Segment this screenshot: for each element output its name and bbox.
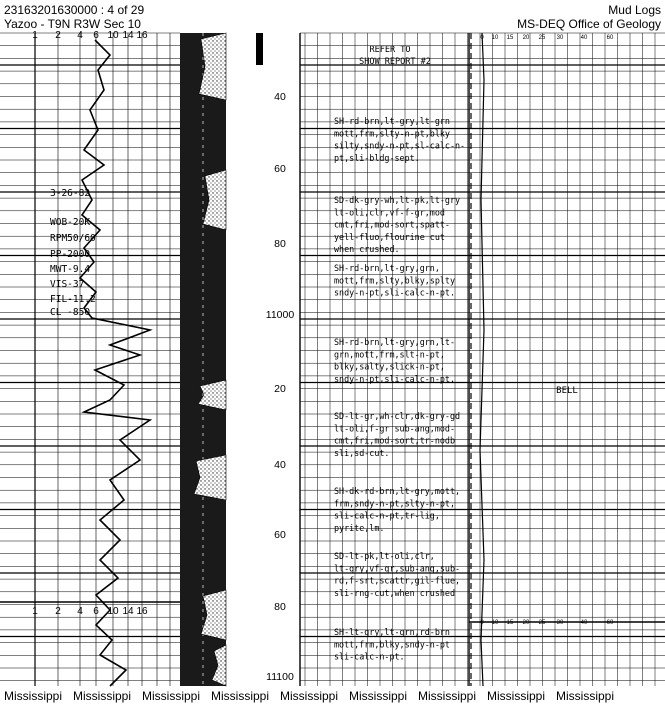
footer-label: Mississippi bbox=[73, 689, 132, 703]
depth-label: 60 bbox=[274, 163, 286, 175]
log-type: Mud Logs bbox=[608, 3, 661, 17]
lithology-description: lt-oli,clr,vf-f-gr,mod bbox=[334, 207, 445, 218]
remark-refer: SHOW REPORT #2 bbox=[359, 57, 431, 67]
location: Yazoo - T9N R3W Sec 10 bbox=[4, 17, 141, 31]
lithology-description: grn,mott,frm,slt-n-pt, bbox=[334, 349, 445, 360]
depth-label: 60 bbox=[274, 529, 286, 541]
lithology-description: pyrite,lm. bbox=[334, 522, 385, 533]
footer-label: Mississippi bbox=[349, 689, 408, 703]
lithology-description: SH-dk-rd-brn,lt-gry,mott, bbox=[334, 486, 461, 496]
drill-scale-label: 1 bbox=[32, 30, 38, 41]
lithology-description: blky,salty,slick-n-pt, bbox=[334, 361, 445, 372]
depth-label: 11000 bbox=[265, 309, 295, 321]
gas-curve bbox=[480, 33, 484, 686]
drill-scale-label: 4 bbox=[77, 606, 83, 617]
gas-scale-label: 10 bbox=[491, 35, 499, 41]
lithology-description: SD-lt-pk,lt-oli,clr, bbox=[334, 551, 435, 561]
gas-scale-label: 30 bbox=[556, 620, 564, 626]
lithology-description: cmt,fri,mod-sort,spatt- bbox=[334, 219, 450, 230]
lithology-description: rd,f-srt,scattr,gil-flue, bbox=[334, 575, 461, 586]
depth-label: 11100 bbox=[266, 671, 294, 683]
lithology-description: cmt,fri,mod-sort,tr-nodb bbox=[334, 435, 456, 446]
gas-scale-label: 15 bbox=[506, 620, 514, 626]
well-id-page: 23163201630000 : 4 of 29 bbox=[4, 3, 145, 17]
drill-scale-label: 2 bbox=[55, 30, 61, 41]
footer-label: Mississippi bbox=[556, 689, 615, 703]
drill-scale-label: 14 bbox=[122, 30, 134, 41]
gas-scale-label: 40 bbox=[580, 620, 588, 626]
gas-scale-label: 0 bbox=[480, 620, 484, 626]
mud-property-label: PP-2000 bbox=[50, 249, 91, 260]
remark-bell: BELL bbox=[556, 386, 578, 396]
footer-label: Mississippi bbox=[280, 689, 339, 703]
mud-property-label: VIS-37 bbox=[50, 279, 85, 290]
remark-refer: REFER TO bbox=[369, 45, 411, 55]
drill-scale-label: 10 bbox=[107, 606, 119, 617]
drill-rate-grid bbox=[0, 33, 180, 686]
mud-property-label: WOB-20K bbox=[50, 217, 91, 228]
gas-scale-label: 10 bbox=[491, 620, 499, 626]
lithology-description: sndy-n-pt,sli-calc-n-pt. bbox=[334, 373, 456, 384]
mud-property-label: MWT-9.4 bbox=[50, 264, 91, 275]
footer-label: Mississippi bbox=[418, 689, 477, 703]
gas-scale-label: 60 bbox=[606, 620, 614, 626]
lithology-description: mott,frm,blky,sndy-n-pt bbox=[334, 639, 450, 650]
lithology-description: yell-fluo,flourine cut bbox=[334, 231, 445, 242]
lithology-description: mott,frm,slty-n-pt,blky bbox=[334, 128, 450, 139]
gas-scale-label: 25 bbox=[538, 620, 546, 626]
lithology-description: sndy-n-pt,sli-calc-n-pt. bbox=[334, 287, 456, 298]
lithology-description: frm,sndy-n-pt,slty-n-pt, bbox=[334, 498, 456, 509]
depth-label: 20 bbox=[274, 383, 286, 395]
footer-label: Mississippi bbox=[211, 689, 270, 703]
lithology-description: SH-rd-brn,lt-gry,lt-grn bbox=[334, 116, 450, 126]
drill-scale-label: 10 bbox=[107, 30, 119, 41]
footer-label: Mississippi bbox=[4, 689, 63, 703]
drill-scale-label: 4 bbox=[77, 30, 83, 41]
drill-scale-label: 16 bbox=[136, 30, 148, 41]
drill-scale-label: 1 bbox=[32, 606, 38, 617]
mud-property-label: FIL-11.2 bbox=[50, 294, 96, 305]
gas-scale-label: 60 bbox=[606, 35, 614, 41]
lithology-description: sli-rng-cut,when crushed bbox=[334, 587, 456, 598]
gas-scale-label: 30 bbox=[556, 35, 564, 41]
lithology-description: SH-lt-gry,lt-grn,rd-brn bbox=[334, 627, 450, 637]
lithology-description: pt,sli-bldg-sept. bbox=[334, 152, 420, 163]
drill-scale-label: 2 bbox=[55, 606, 61, 617]
office: MS-DEQ Office of Geology bbox=[517, 17, 661, 31]
lithology-description: when crushed. bbox=[334, 244, 400, 255]
depth-label: 80 bbox=[274, 238, 286, 250]
lithology-column bbox=[180, 33, 263, 686]
lithology-description: SD-lt-gr,wh-clr,dk-gry-gd bbox=[334, 411, 461, 421]
drill-scale-label: 6 bbox=[93, 30, 99, 41]
lithology-description: sli-calc-n-pt. bbox=[334, 651, 405, 662]
drill-scale-label: 14 bbox=[122, 606, 134, 617]
lithology-description: lt-gry,vf-gr,sub-ang,sub- bbox=[334, 563, 461, 574]
drill-scale-label: 16 bbox=[136, 606, 148, 617]
footer-label: Mississippi bbox=[487, 689, 546, 703]
mud-property-label: 3-26-82 bbox=[50, 188, 91, 199]
lithology-description: SH-rd-brn,lt-gry,grn,lt- bbox=[334, 337, 456, 347]
gas-scale-label: 25 bbox=[538, 35, 546, 41]
lithology-description: sli-calc-n-pt,tr-lig, bbox=[334, 510, 440, 521]
lithology-description: silty,sndy-n-pt,sl-calc-n- bbox=[334, 140, 466, 151]
gas-scale-label: 0 bbox=[480, 35, 484, 41]
lithology-description: mott,frm,slty,blky,splty bbox=[334, 275, 456, 286]
depth-label: 40 bbox=[274, 459, 286, 471]
gas-scale-label: 40 bbox=[580, 35, 588, 41]
mud-property-label: CL -850 bbox=[50, 307, 91, 318]
gas-scale-label: 15 bbox=[506, 35, 514, 41]
lithology-marker bbox=[256, 33, 263, 65]
gas-scale-label: 20 bbox=[522, 35, 530, 41]
gas-scale-label: 20 bbox=[522, 620, 530, 626]
lithology-description: sli,sd-cut. bbox=[334, 447, 390, 458]
lithology-description: lt-oli,f-gr sub-ang,mod- bbox=[334, 423, 456, 434]
depth-label: 80 bbox=[274, 601, 286, 613]
lithology-description: SH-rd-brn,lt-gry,grn, bbox=[334, 263, 440, 273]
lithology-description: SD-dk-gry-wh,lt-pk,lt-gry bbox=[334, 195, 461, 205]
mud-property-label: RPM50/60 bbox=[50, 233, 96, 244]
footer bbox=[0, 689, 665, 705]
drill-scale-label: 6 bbox=[93, 606, 99, 617]
depth-label: 40 bbox=[274, 91, 286, 103]
footer-label: Mississippi bbox=[142, 689, 201, 703]
